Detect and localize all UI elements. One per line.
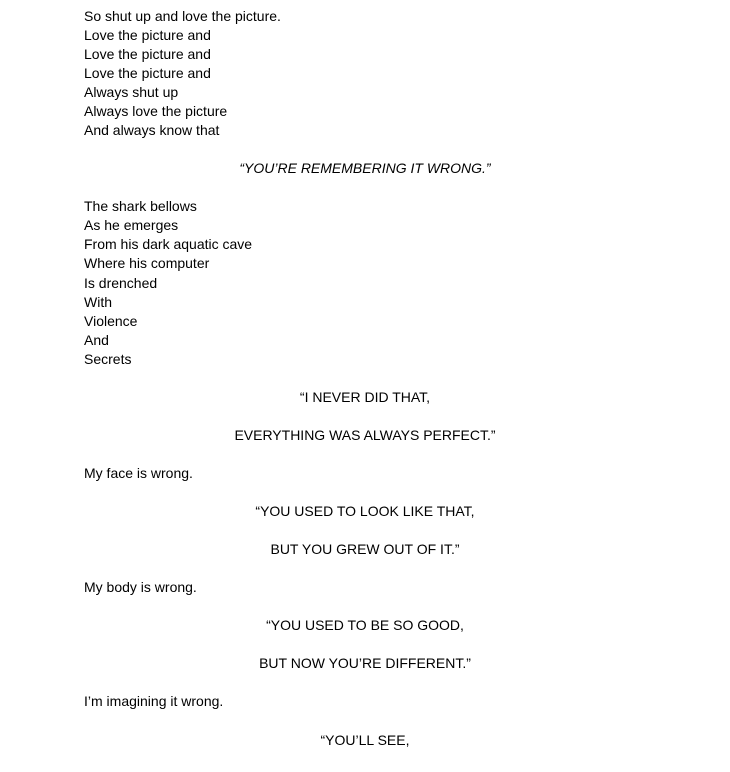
poem-line: Where his computer [84, 255, 210, 271]
poem-line: Secrets [84, 351, 132, 367]
poem-line: My body is wrong. [84, 579, 197, 595]
poem-line: Love the picture and [84, 46, 211, 62]
quote-line: “I NEVER DID THAT, [299, 389, 431, 405]
quote-line: BUT YOU GREW OUT OF IT.” [270, 541, 460, 557]
poem-line: My face is wrong. [84, 465, 193, 481]
poem-line: As he emerges [84, 217, 179, 233]
poem-line: I’m imagining it wrong. [84, 693, 224, 709]
poem-line: Is drenched [84, 275, 158, 291]
quote-line: “YOU USED TO BE SO GOOD, [266, 617, 464, 633]
poem-line: From his dark aquatic cave [84, 236, 253, 252]
quote-line: EVERYTHING WAS ALWAYS PERFECT.” [234, 427, 496, 443]
poem-line: Love the picture and [84, 65, 211, 81]
poem-line: And always know that [84, 122, 220, 138]
poem-line: Violence [84, 313, 138, 329]
poem-line: The shark bellows [84, 198, 197, 214]
quote-line: “YOU’RE REMEMBERING IT WRONG.” [239, 160, 491, 176]
quote-line: “YOU USED TO LOOK LIKE THAT, [255, 503, 475, 519]
poem-line: So shut up and love the picture. [84, 8, 281, 24]
poem-line: Always shut up [84, 84, 179, 100]
poem-line: With [84, 294, 112, 310]
quote-line: BUT NOW YOU’RE DIFFERENT.” [259, 655, 471, 671]
quote-line: “YOU’LL SEE, [320, 732, 410, 748]
poem-line: And [84, 332, 109, 348]
poem-line: Love the picture and [84, 27, 211, 43]
poem-line: Always love the picture [84, 103, 228, 119]
